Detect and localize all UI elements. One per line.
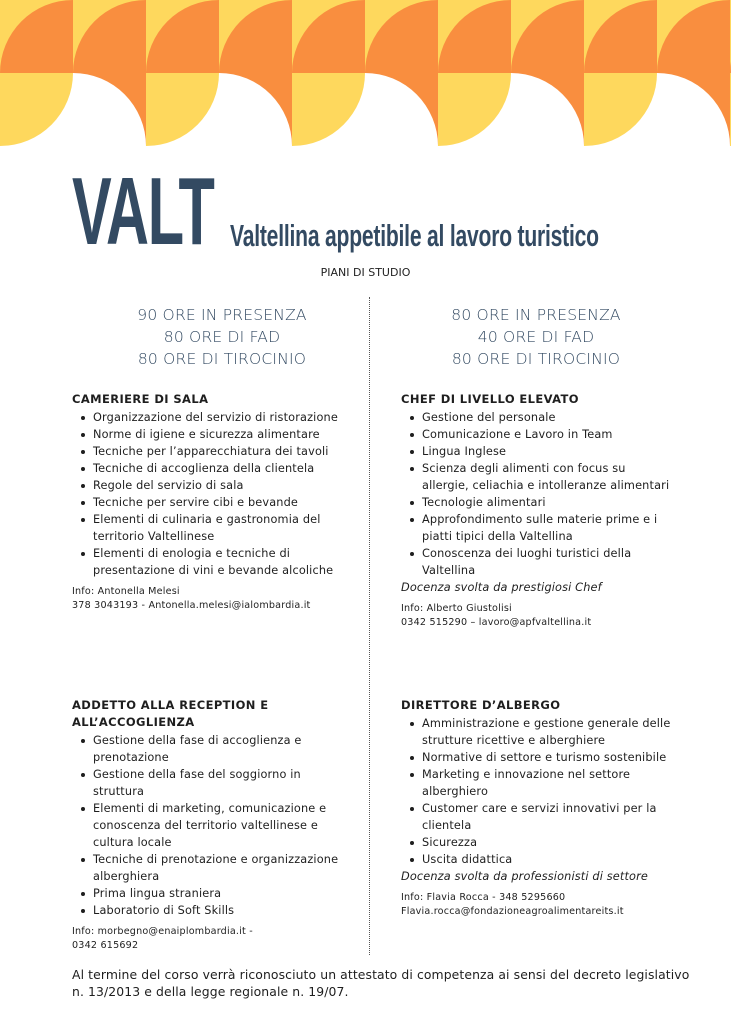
- list-item: Regole del servizio di sala: [93, 477, 372, 494]
- contact-info: [401, 602, 671, 630]
- list-item: Organizzazione del servizio di ristorazione: [93, 409, 372, 426]
- right-column-top: [401, 304, 671, 630]
- section-reception: [72, 697, 342, 953]
- list-item: Tecniche per servire cibi e bevande: [93, 494, 372, 511]
- teaching-note: Docenza svolta da professionisti di settore: [401, 870, 648, 883]
- list-item: Tecniche di prenotazione e organizzazione alberghiera: [93, 851, 342, 885]
- list-item: Scienza degli alimenti con focus su allergie, celiachia e intolleranze alimentari: [422, 462, 670, 492]
- contact-email: Flavia.rocca@fondazioneagroalimentareits.it: [401, 906, 624, 917]
- contact-phone: 0342 615692: [72, 940, 139, 951]
- list-item: Approfondimento sulle materie prime e i piatti tipici della Valtellina: [422, 511, 671, 545]
- section-title-line: ADDETTO ALLA RECEPTION E: [72, 698, 269, 712]
- contact-info: [72, 585, 372, 613]
- logo-subtitle: Valtellina appetibile al lavoro turistico: [230, 218, 599, 253]
- section-chef: [401, 391, 671, 630]
- list-item: Tecniche per l’apparecchiatura dei tavoli: [93, 443, 372, 460]
- list-item: Elementi di enologia e tecniche di presentazione di vini e bevande alcoliche: [93, 545, 372, 579]
- plan-title: PIANI DI STUDIO: [320, 266, 411, 279]
- hours-line: 80 ORE IN PRESENZA: [451, 306, 621, 324]
- left-hours: [72, 304, 372, 370]
- list-item: Uscita didattica: [422, 851, 671, 868]
- course-list: [401, 409, 671, 579]
- hours-line: 80 ORE DI TIROCINIO: [137, 350, 307, 368]
- hours-line: 80 ORE DI TIROCINIO: [451, 350, 621, 368]
- logo-title: VALT: [72, 158, 214, 265]
- contact-details: 378 3043193 - Antonella.melesi@ialombardia.it: [72, 600, 311, 611]
- section-direttore: [401, 697, 671, 919]
- list-item: Marketing e innovazione nel settore alberghiero: [422, 766, 671, 800]
- list-item: Normative di settore e turismo sostenibile: [422, 749, 671, 766]
- course-list: [401, 715, 671, 868]
- list-item: Elementi di culinaria e gastronomia del territorio Valtellinese: [93, 511, 372, 545]
- contact-email: Info: morbegno@enaiplombardia.it -: [72, 926, 253, 937]
- course-list: [72, 409, 372, 579]
- list-item: Elementi di marketing, comunicazione e conoscenza del territorio valtellinese e cultura locale: [93, 800, 342, 851]
- teaching-note: Docenza svolta da prestigiosi Chef: [401, 581, 602, 594]
- contact-details: 0342 515290 – lavoro@apfvaltellina.it: [401, 617, 592, 628]
- list-item: Gestione del personale: [422, 409, 671, 426]
- decorative-banner: [0, 0, 731, 146]
- contact-info: [401, 891, 671, 919]
- list-item: Tecniche di accoglienza della clientela: [93, 460, 372, 477]
- list-item: Comunicazione e Lavoro in Team: [422, 426, 671, 443]
- section-title: CHEF DI LIVELLO ELEVATO: [401, 392, 579, 406]
- contact-info: [72, 925, 342, 953]
- list-item: Laboratorio di Soft Skills: [93, 902, 342, 919]
- contact-name: Info: Antonella Melesi: [72, 586, 180, 597]
- hours-line: 90 ORE IN PRESENZA: [137, 306, 307, 324]
- list-item: Lingua Inglese: [422, 443, 671, 460]
- list-item: Amministrazione e gestione generale delle strutture ricettive e alberghiere: [422, 717, 671, 747]
- footer-note: Al termine del corso verrà riconosciuto un attestato di competenza ai sensi del decreto legislativo n. 13/2013 e della legge regionale n. 19/07.: [72, 967, 690, 999]
- list-item: Norme di igiene e sicurezza alimentare: [93, 426, 372, 443]
- list-item: Gestione della fase di accoglienza e prenotazione: [93, 732, 342, 766]
- section-cameriere: [72, 391, 372, 613]
- section-title: CAMERIERE DI SALA: [72, 392, 209, 406]
- contact-name: Info: Alberto Giustolisi: [401, 603, 512, 614]
- right-hours: [401, 304, 671, 370]
- section-title: DIRETTORE D’ALBERGO: [401, 698, 561, 712]
- list-item: Conoscenza dei luoghi turistici della Valtellina: [422, 545, 671, 579]
- hours-line: 80 ORE DI FAD: [163, 328, 281, 346]
- left-column-top: [72, 304, 372, 613]
- list-item: Prima lingua straniera: [93, 885, 342, 902]
- contact-name-phone: Info: Flavia Rocca - 348 5295660: [401, 892, 566, 903]
- list-item: Gestione della fase del soggiorno in struttura: [93, 766, 342, 800]
- logo: [72, 158, 599, 265]
- list-item: Tecnologie alimentari: [422, 494, 671, 511]
- list-item: Customer care e servizi innovativi per la clientela: [422, 800, 671, 834]
- section-title-line: ALL’ACCOGLIENZA: [72, 715, 195, 729]
- list-item: Sicurezza: [422, 834, 671, 851]
- hours-line: 40 ORE DI FAD: [477, 328, 595, 346]
- course-list: [72, 732, 342, 919]
